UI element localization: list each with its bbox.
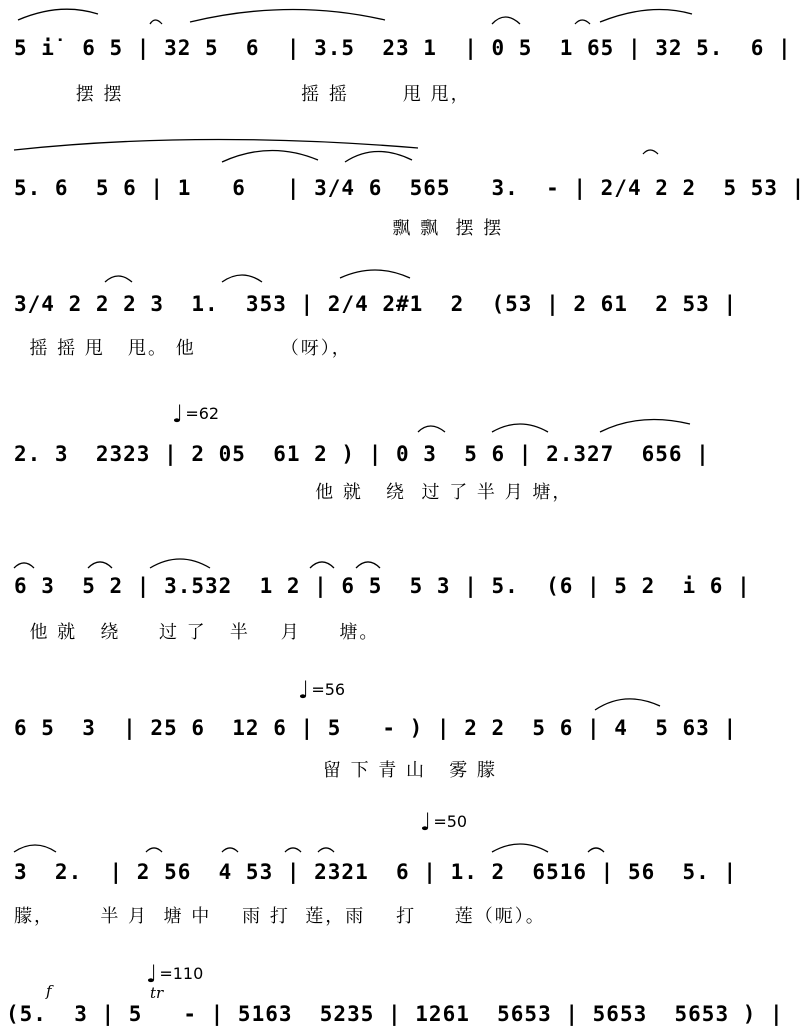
score-notes-line-4: 2. 3 2323 | 2 05 61 2 ) | 0 3 5 6 | 2.327 656 | [14,442,710,466]
score-notes-line-3: 3/4 2 2 2 3 1. 353 | 2/4 2#1 2 (53 | 2 61 2 53 | [14,292,738,316]
score-notes-line-7: 3 2. | 2 56 4 53 | 2321 6 | 1. 2 6516 | 56 5. | [14,860,738,884]
score-lyrics-line-5: 他 就 绕 过 了 半 月 塘。 [14,622,380,643]
score-notes-line-8: (5. 3 | 5 - | 5163 5235 | 1261 5653 | 5653 5653 ) | [6,1002,784,1026]
trill-mark: tr [150,984,164,1002]
score-notes-line-1: 5 i̇ 6 5 | 32 5 6 | 3.5 23 1 | 0 5 1 65 | 32 5. 6 | [14,36,792,60]
quarter-note-icon: ♩ [298,676,310,704]
tempo-marking-1: ♩ =62 [172,400,220,428]
score-notes-line-5: 6 3 5 2 | 3.532 1 2 | 6 5 5 3 | 5. (6 | 5 2 i 6 | [14,574,751,598]
score-lyrics-line-6: 留 下 青 山 雾 朦 [14,760,497,781]
tempo-marking-2: ♩ =56 [298,676,346,704]
quarter-note-icon: ♩ [172,400,184,428]
score-lyrics-line-2: 飘 飘 摆 摆 [14,218,504,239]
tempo-marking-3: ♩ =50 [420,808,468,836]
score-lyrics-line-1: 摆 摆 摇 摇 甩 甩， [14,84,471,105]
score-notes-line-6: 6 5 3 | 25 6 12 6 | 5 - ) | 2 2 5 6 | 4 5 63 | [14,716,738,740]
score-lyrics-line-4: 他 就 绕 过 了 半 月 塘， [14,482,573,503]
score-lyrics-line-7: 朦， 半 月 塘 中 雨 打 莲，雨 打 莲（呃）。 [14,906,546,927]
quarter-note-icon: ♩ [420,808,432,836]
tempo-marking-4: ♩ =110 [146,960,204,988]
dynamic-forte-mark: f [46,982,52,1000]
score-lyrics-line-3: 摇 摇 甩 甩。 他 （呀）， [14,338,352,359]
quarter-note-icon: ♩ [146,960,158,988]
score-notes-line-2: 5. 6 5 6 | 1 6 | 3/4 6 565 3. - | 2/4 2 2 5 53 | [14,176,805,200]
